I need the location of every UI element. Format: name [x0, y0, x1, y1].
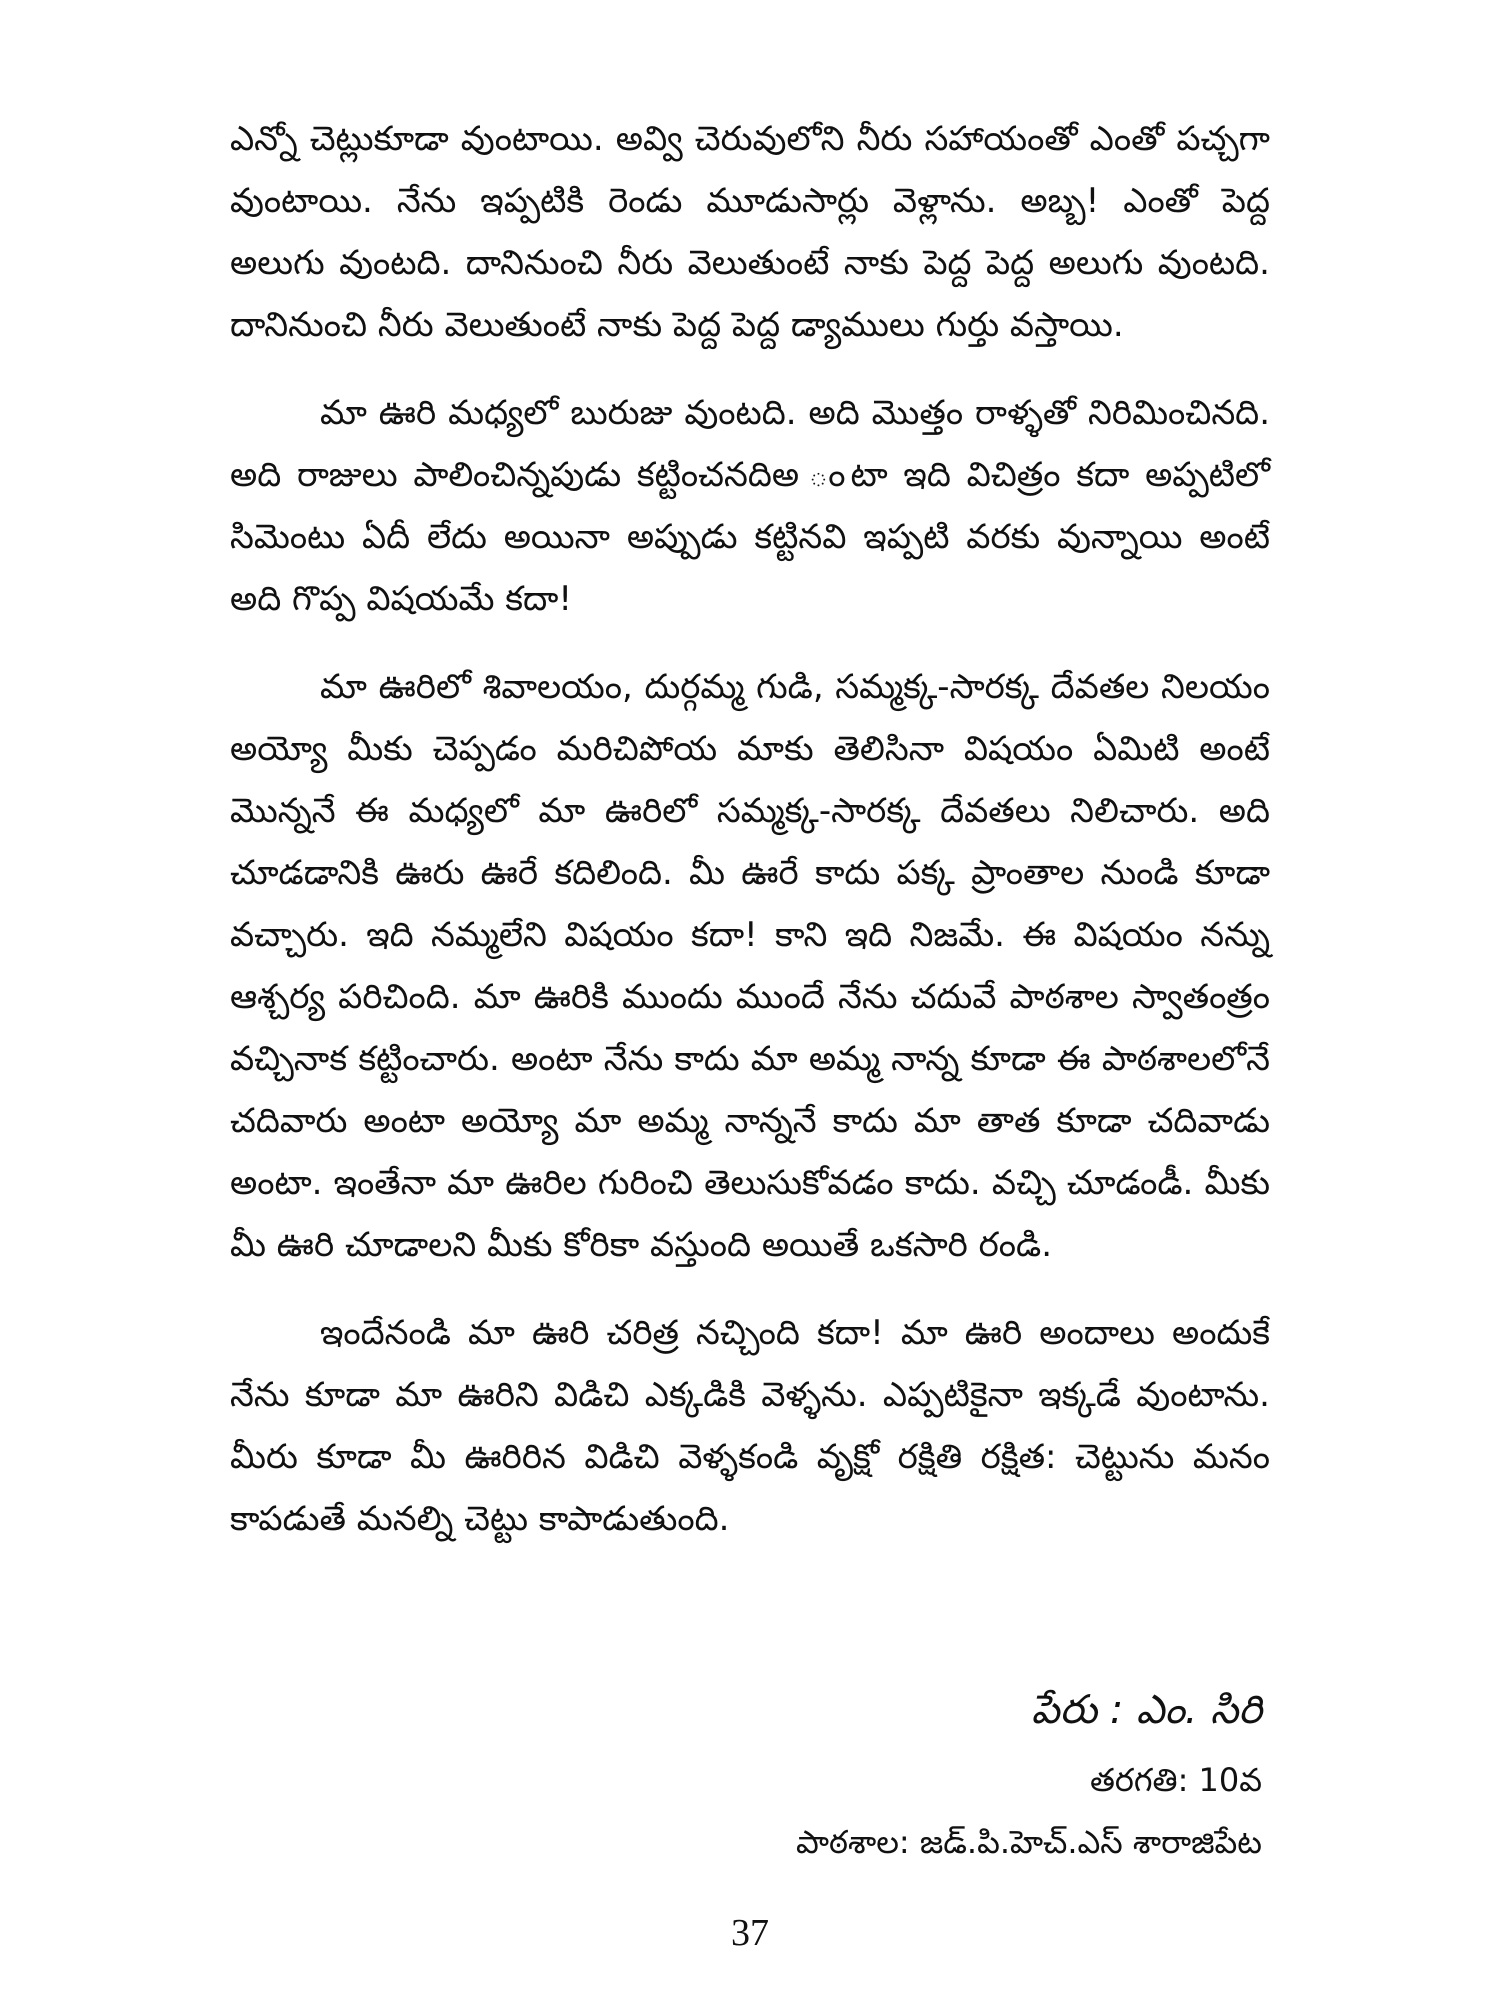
- author-class: తరగతి: 10వ: [1090, 1761, 1262, 1799]
- essay-body: [230, 108, 1270, 1576]
- paragraph-4: ఇందేనండి మా ఊరి చరిత్ర నచ్చింది కదా! మా ఊరి అందాలు అందుకే నేను కూడా మా ఊరిని విడిచి ఎక్కడికి వెళ్ళను. ఎప్పటికైనా ఇక్కడే వుంటాను. మీరు కూడా మీ ఊరిరిన విడిచి వెళ్ళకండి వృక్షో రక్షితి రక్షిత: చెట్టును మనం కాపడుతే మనల్ని చెట్టు కాపాడుతుంది.: [230, 1313, 1270, 1539]
- paragraph-3: మా ఊరిలో శివాలయం, దుర్గమ్మ గుడి, సమ్మక్క-సారక్క దేవతల నిలయం అయ్యో మీకు చెప్పడం మరిచిపోయ మాకు తెలిసినా విషయం ఏమిటి అంటే మొన్ననే ఈ మధ్యలో మా ఊరిలో సమ్మక్క-సారక్క దేవతలు నిలిచారు. అది చూడడానికి ఊరు ఊరే కదిలింది. మీ ఊరే కాదు పక్క ప్రాంతాల నుండి కూడా వచ్చారు. ఇది నమ్మలేని విషయం కదా! కాని ఇది నిజమే. ఈ విషయం నన్ను ఆశ్చర్య పరిచింది. మా ఊరికి ముందు ముందే నేను చదువే పాఠశాల స్వాతంత్రం వచ్చినాక కట్టించారు. అంటా నేను కాదు మా అమ్మ నాన్న కూడా ఈ పాఠశాలలోనే చదివారు అంటా అయ్యో మా అమ్మ నాన్ననే కాదు మా తాత కూడా చదివాడు అంటా. ఇంతేనా మా ఊరిల గురించి తెలుసుకోవడం కాదు. వచ్చి చూడండీ. మీకు మీ ఊరి చూడాలని మీకు కోరికా వస్తుంది అయితే ఒకసారి రండి.: [230, 667, 1270, 1265]
- author-school: పాఠశాల: జడ్.పి.హెచ్.ఎస్ శారాజిపేట: [796, 1823, 1262, 1861]
- paragraph-1: ఎన్నో చెట్లుకూడా వుంటాయి. అవ్వి చెరువులోని నీరు సహాయంతో ఎంతో పచ్చగా వుంటాయి. నేను ఇప్పటికి రెండు మూడుసార్లు వెళ్లాను. అబ్బ! ఎంతో పెద్ద అలుగు వుంటది. దానినుంచి నీరు వెలుతుంటే నాకు పెద్ద పెద్ద అలుగు వుంటది. దానినుంచి నీరు వెలుతుంటే నాకు పెద్ద పెద్ద డ్యాములు గుర్తు వస్తాయి.: [230, 119, 1270, 345]
- author-name: పేరు : ఎం. సిరి: [1031, 1687, 1262, 1733]
- author-signature-block: [562, 1680, 1262, 1868]
- page-number: 37: [731, 1912, 769, 1954]
- paragraph-2: మా ఊరి మధ్యలో బురుజు వుంటది. అది మొత్తం రాళ్ళతో నిరిమించినది. అది రాజులు పాలించిన్నపుడు కట్టించనదిఅ ంటా ఇది విచిత్రం కదా అప్పటిలో సిమెంటు ఏదీ లేదు అయినా అప్పుడు కట్టినవి ఇప్పటి వరకు వున్నాయి అంటే అది గొప్ప విషయమే కదా!: [230, 393, 1270, 619]
